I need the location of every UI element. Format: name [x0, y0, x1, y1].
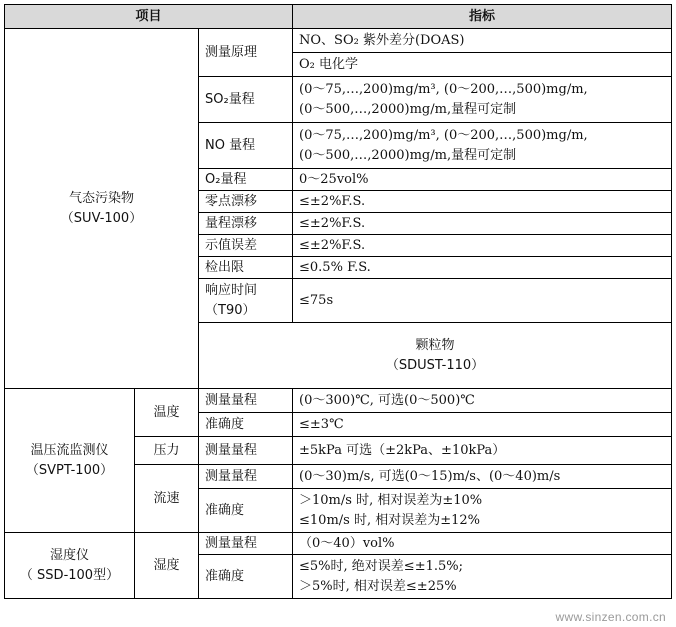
value-line: (0～75,…,200)mg/m³, (0～200,…,500)mg/m, — [299, 81, 588, 97]
param-value: O₂ 电化学 — [293, 53, 672, 77]
param-value: 0～25vol% — [293, 169, 672, 191]
param-label: 检出限 — [199, 257, 293, 279]
category-name: 湿度仪 — [49, 547, 89, 563]
param-label: 测量原理 — [199, 29, 293, 77]
param-label: 准确度 — [199, 489, 293, 533]
category-model: （SVPT-100） — [25, 462, 114, 478]
category-dust — [199, 323, 672, 389]
category-name: 气态污染物 — [68, 190, 134, 206]
param-label: 测量量程 — [199, 437, 293, 465]
param-value: ≤±2%F.S. — [293, 235, 672, 257]
value-line: ≤10m/s 时, 相对误差为±12% — [299, 512, 481, 528]
value-line: ＞10m/s 时, 相对误差为±10% — [299, 492, 483, 508]
param-label: O₂量程 — [199, 169, 293, 191]
category-name: 颗粒物 — [415, 337, 455, 353]
param-value — [293, 77, 672, 123]
param-value: ≤75s — [293, 279, 672, 323]
param-value: ≤±2%F.S. — [293, 191, 672, 213]
category-model: （SDUST-110） — [385, 357, 485, 373]
category-suv — [5, 29, 199, 389]
param-value: （0～40）vol% — [293, 533, 672, 555]
param-label: NO 量程 — [199, 123, 293, 169]
label-line: 响应时间 — [205, 282, 258, 298]
param-value: ≤0.5% F.S. — [293, 257, 672, 279]
param-label: SO₂量程 — [199, 77, 293, 123]
header-indicator: 指标 — [293, 5, 672, 29]
category-name: 温压流监测仪 — [30, 442, 109, 458]
param-value: (0～30)m/s, 可选(0～15)m/s、(0～40)m/s — [293, 465, 672, 489]
param-label: 测量量程 — [199, 465, 293, 489]
category-svpt — [5, 389, 135, 533]
sub-temperature: 温度 — [135, 389, 199, 437]
value-line: (0～500,…,2000)mg/m,量程可定制 — [299, 101, 517, 117]
param-label: 准确度 — [199, 413, 293, 437]
param-value: NO、SO₂ 紫外差分(DOAS) — [293, 29, 672, 53]
sub-pressure: 压力 — [135, 437, 199, 465]
table-row — [5, 533, 672, 555]
param-label: 准确度 — [199, 555, 293, 599]
param-value: ≤±3℃ — [293, 413, 672, 437]
param-value — [293, 123, 672, 169]
param-label: 量程漂移 — [199, 213, 293, 235]
param-value: (0～300)℃, 可选(0～500)℃ — [293, 389, 672, 413]
param-label: 测量量程 — [199, 533, 293, 555]
table-row — [5, 29, 672, 53]
param-label: 示值误差 — [199, 235, 293, 257]
value-line: ≤5%时, 绝对误差≤±1.5%; — [299, 558, 463, 574]
param-label — [199, 279, 293, 323]
spec-table — [4, 4, 672, 599]
label-line: （T90） — [205, 302, 256, 318]
category-model: （ SSD-100型） — [19, 567, 120, 583]
watermark: www.sinzen.com.cn — [555, 610, 666, 624]
header-item: 项目 — [5, 5, 293, 29]
sub-humidity: 湿度 — [135, 533, 199, 599]
table-row — [5, 389, 672, 413]
param-label: 零点漂移 — [199, 191, 293, 213]
param-value — [293, 489, 672, 533]
value-line: (0～500,…,2000)mg/m,量程可定制 — [299, 147, 517, 163]
value-line: ＞5%时, 相对误差≤±25% — [299, 578, 457, 594]
value-line: (0～75,…,200)mg/m³, (0～200,…,500)mg/m, — [299, 127, 588, 143]
param-value: ≤±2%F.S. — [293, 213, 672, 235]
sub-flow: 流速 — [135, 465, 199, 533]
param-value: ±5kPa 可选（±2kPa、±10kPa） — [293, 437, 672, 465]
category-model: （SUV-100） — [60, 210, 143, 226]
param-label: 测量量程 — [199, 389, 293, 413]
param-value — [293, 555, 672, 599]
header-row — [5, 5, 672, 29]
category-ssd — [5, 533, 135, 599]
